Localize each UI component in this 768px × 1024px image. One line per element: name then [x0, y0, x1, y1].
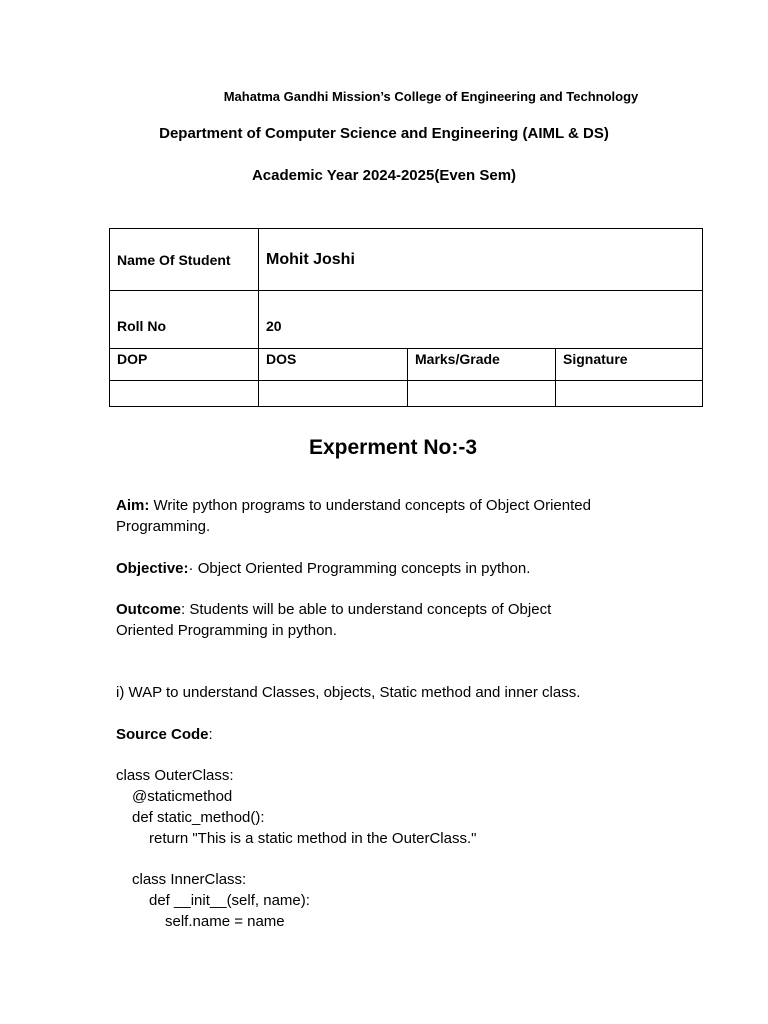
department-name: Department of Computer Science and Engineering (AIML & DS) [159, 125, 609, 142]
student-info-table [109, 228, 703, 407]
code-line: return "This is a static method in the OuterClass." [149, 830, 477, 847]
marks-label: Marks/Grade [408, 349, 556, 381]
experiment-title: Experment No:-3 [308, 436, 478, 459]
dos-value [259, 381, 408, 407]
table-row [110, 349, 703, 381]
dos-label: DOS [259, 349, 408, 381]
signature-value [556, 381, 703, 407]
code-line: class InnerClass: [132, 871, 247, 888]
outcome-line-1 [116, 601, 551, 618]
signature-label: Signature [556, 349, 703, 381]
roll-label: Roll No [110, 291, 259, 349]
dop-value [110, 381, 259, 407]
aim-line-2: Programming. [116, 518, 211, 535]
college-name: Mahatma Gandhi Mission’s College of Engineering and Technology [223, 89, 639, 104]
objective-text: · Object Oriented Programming concepts in python. [188, 560, 531, 577]
aim-label: Aim: [116, 497, 150, 514]
source-code-colon: : [208, 726, 213, 743]
dop-label: DOP [110, 349, 259, 381]
code-line: class OuterClass: [116, 767, 234, 784]
outcome-text: : Students will be able to understand concepts of Object [181, 601, 552, 618]
name-value: Mohit Joshi [259, 229, 703, 291]
objective-line [116, 560, 530, 577]
source-code-heading [116, 726, 213, 743]
roll-value: 20 [259, 291, 703, 349]
outcome-line-2: Oriented Programming in python. [116, 622, 337, 639]
code-line: def __init__(self, name): [149, 892, 310, 909]
code-line: @staticmethod [132, 788, 233, 805]
code-line: def static_method(): [132, 809, 265, 826]
table-row [110, 229, 703, 291]
objective-label: Objective: [116, 560, 189, 577]
table-row [110, 381, 703, 407]
aim-line-1 [116, 497, 591, 514]
code-line: self.name = name [165, 913, 285, 930]
name-label: Name Of Student [110, 229, 259, 291]
table-row [110, 291, 703, 349]
aim-text: Write python programs to understand concepts of Object Oriented [149, 497, 591, 514]
task-description: i) WAP to understand Classes, objects, Static method and inner class. [116, 684, 581, 701]
marks-value [408, 381, 556, 407]
source-code-label: Source Code [116, 726, 209, 743]
outcome-label: Outcome [116, 601, 182, 618]
academic-year: Academic Year 2024-2025(Even Sem) [251, 167, 517, 184]
